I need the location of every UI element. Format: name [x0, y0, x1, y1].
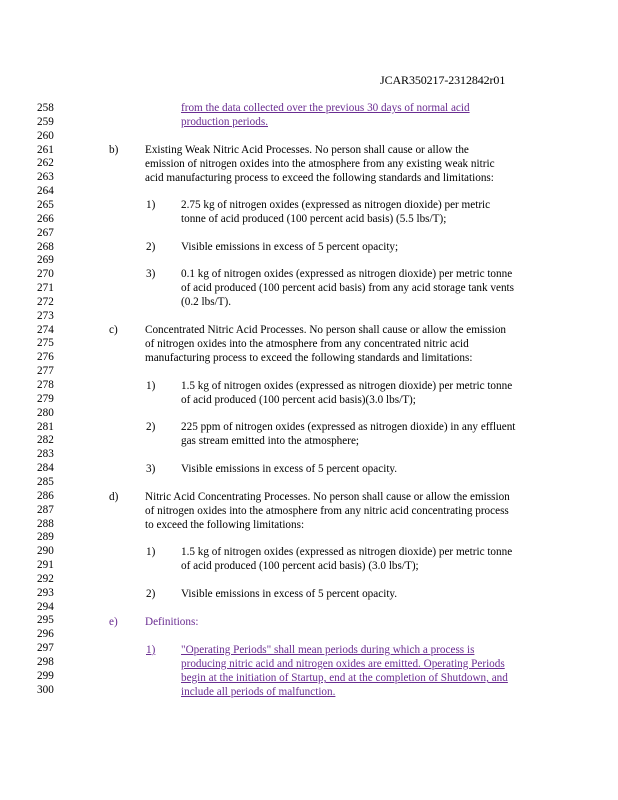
line-number-row [0, 226, 618, 240]
line-number-row [0, 530, 618, 544]
subsection-c [0, 323, 618, 337]
line-number: 289 [37, 531, 54, 544]
line-number: 260 [37, 129, 54, 142]
line-number-row [0, 447, 618, 461]
line-number: 275 [37, 337, 54, 350]
text-line [0, 157, 618, 171]
item-text: 225 ppm of nitrogen oxides (expressed as nitrogen dioxide) in any effluent [181, 421, 516, 433]
item-text: 1.5 kg of nitrogen oxides (expressed as nitrogen dioxide) per metric tonne [181, 546, 513, 558]
subsection-marker: c) [109, 324, 118, 336]
subsection-d [0, 490, 618, 504]
item-marker: 2) [146, 241, 156, 253]
line-number-row [0, 600, 618, 614]
item-text: Visible emissions in excess of 5 percent opacity; [181, 241, 399, 253]
subsection-text: of nitrogen oxides into the atmosphere from any concentrated nitric acid [145, 338, 469, 350]
line-number: 291 [37, 559, 54, 571]
text-line [0, 559, 618, 573]
line-number: 279 [37, 392, 54, 405]
item-marker: 1) [146, 644, 156, 656]
line-number: 268 [37, 240, 54, 253]
line-number: 258 [37, 102, 54, 114]
line-number-row [0, 364, 618, 378]
line-number: 284 [37, 462, 54, 475]
line-number-row [0, 184, 618, 198]
item-text: tonne of acid produced (100 percent acid basis) (5.5 lbs/T); [181, 213, 447, 225]
text-line [0, 212, 618, 226]
subsection-text: Existing Weak Nitric Acid Processes. No person shall cause or allow the [145, 144, 469, 156]
item-c3 [0, 462, 618, 476]
item-text: of acid produced (100 percent acid basis) from any acid storage tank vents [181, 282, 515, 294]
text-line [0, 101, 618, 115]
item-d2 [0, 587, 618, 601]
item-b2 [0, 240, 618, 254]
item-marker: 1) [146, 199, 156, 211]
subsection-text: of nitrogen oxides into the atmosphere from any nitric acid concentrating process [145, 505, 509, 517]
text-line [0, 351, 618, 365]
item-marker: 1) [146, 546, 156, 558]
item-marker: 2) [146, 421, 156, 433]
line-number: 269 [37, 254, 54, 267]
inserted-text: "Operating Periods" shall mean periods during which a process is [181, 644, 475, 656]
line-number: 266 [37, 212, 54, 225]
line-number: 286 [37, 489, 54, 502]
document-id: JCAR350217-2312842r01 [380, 73, 506, 87]
item-text: Visible emissions in excess of 5 percent opacity. [181, 463, 398, 475]
item-c2 [0, 420, 618, 434]
line-number: 259 [37, 115, 54, 128]
item-d1 [0, 545, 618, 559]
subsection-text: emission of nitrogen oxides into the atmosphere from any existing weak nitric [145, 158, 495, 170]
line-number: 278 [37, 379, 54, 391]
text-line [0, 518, 618, 532]
line-number-row [0, 406, 618, 420]
line-number: 264 [37, 185, 54, 198]
subsection-marker: e) [109, 616, 118, 628]
line-number: 296 [37, 628, 54, 641]
text-line [0, 393, 618, 407]
item-text: Visible emissions in excess of 5 percent opacity. [181, 588, 398, 600]
subsection-e [0, 615, 618, 629]
subsection-text: Definitions: [145, 616, 199, 628]
line-number-row [0, 309, 618, 323]
item-text: gas stream emitted into the atmosphere; [181, 435, 360, 447]
text-line [0, 115, 618, 129]
subsection-marker: b) [109, 144, 119, 156]
item-e1 [0, 643, 618, 657]
subsection-b [0, 143, 618, 157]
subsection-text: acid manufacturing process to exceed the following standards and limitations: [145, 172, 494, 184]
line-number: 281 [37, 420, 54, 433]
subsection-text: Nitric Acid Concentrating Processes. No person shall cause or allow the emission [145, 491, 510, 503]
text-line [0, 685, 618, 699]
inserted-text: producing nitric acid and nitrogen oxides are emitted. Operating Periods [181, 658, 505, 670]
line-number: 292 [37, 572, 54, 585]
line-number: 288 [37, 517, 54, 530]
item-text: 1.5 kg of nitrogen oxides (expressed as nitrogen dioxide) per metric tonne [181, 380, 513, 392]
line-number: 298 [37, 656, 54, 668]
line-number: 297 [37, 642, 54, 655]
line-number: 287 [37, 503, 54, 516]
item-text: 0.1 kg of nitrogen oxides (expressed as nitrogen dioxide) per metric tonne [181, 268, 513, 280]
line-number: 261 [37, 143, 54, 156]
line-number: 263 [37, 171, 54, 184]
item-c1 [0, 379, 618, 393]
inserted-text: begin at the initiation of Startup, end at the completion of Shutdown, and [181, 672, 508, 684]
line-number: 274 [37, 323, 54, 336]
item-b1 [0, 198, 618, 212]
line-number: 272 [37, 295, 54, 308]
line-number: 267 [37, 226, 54, 239]
line-number-row [0, 475, 618, 489]
text-line [0, 671, 618, 685]
line-number: 300 [37, 683, 54, 696]
inserted-text: production periods. [181, 116, 268, 128]
line-number: 271 [37, 282, 54, 294]
line-number: 276 [37, 351, 54, 364]
subsection-text: to exceed the following limitations: [145, 519, 305, 531]
item-text: of acid produced (100 percent acid basis) (3.0 lbs/T); [181, 560, 419, 572]
inserted-text: include all periods of malfunction. [181, 686, 336, 698]
line-number-row [0, 572, 618, 586]
text-line [0, 281, 618, 295]
subsection-text: manufacturing process to exceed the following standards and limitations: [145, 352, 473, 364]
line-number: 285 [37, 475, 54, 488]
item-text: (0.2 lbs/T). [181, 296, 232, 308]
item-text: of acid produced (100 percent acid basis)(3.0 lbs/T); [181, 394, 416, 406]
line-number: 262 [37, 157, 54, 170]
line-number-row [0, 627, 618, 641]
item-text: 2.75 kg of nitrogen oxides (expressed as nitrogen dioxide) per metric [181, 199, 491, 211]
subsection-text: Concentrated Nitric Acid Processes. No person shall cause or allow the emission [145, 324, 507, 336]
line-number: 283 [37, 448, 54, 461]
line-number-row [0, 129, 618, 143]
item-marker: 3) [146, 268, 156, 280]
line-number: 294 [37, 600, 54, 613]
line-number: 299 [37, 669, 54, 682]
line-number: 282 [37, 434, 54, 447]
line-number: 293 [37, 586, 54, 599]
item-marker: 2) [146, 588, 156, 600]
line-number: 270 [37, 268, 54, 281]
text-line [0, 337, 618, 351]
item-marker: 3) [146, 463, 156, 475]
line-number: 280 [37, 406, 54, 419]
line-number: 265 [37, 198, 54, 211]
text-line [0, 657, 618, 671]
text-line [0, 504, 618, 518]
line-number-row [0, 253, 618, 267]
text-line [0, 295, 618, 309]
text-line [0, 434, 618, 448]
line-number: 295 [37, 614, 54, 627]
line-number: 290 [37, 545, 54, 558]
line-number: 277 [37, 365, 54, 378]
inserted-text: from the data collected over the previous 30 days of normal acid [181, 102, 470, 114]
text-line [0, 171, 618, 185]
line-number: 273 [37, 309, 54, 322]
subsection-marker: d) [109, 491, 119, 503]
item-b3 [0, 267, 618, 281]
item-marker: 1) [146, 380, 156, 392]
